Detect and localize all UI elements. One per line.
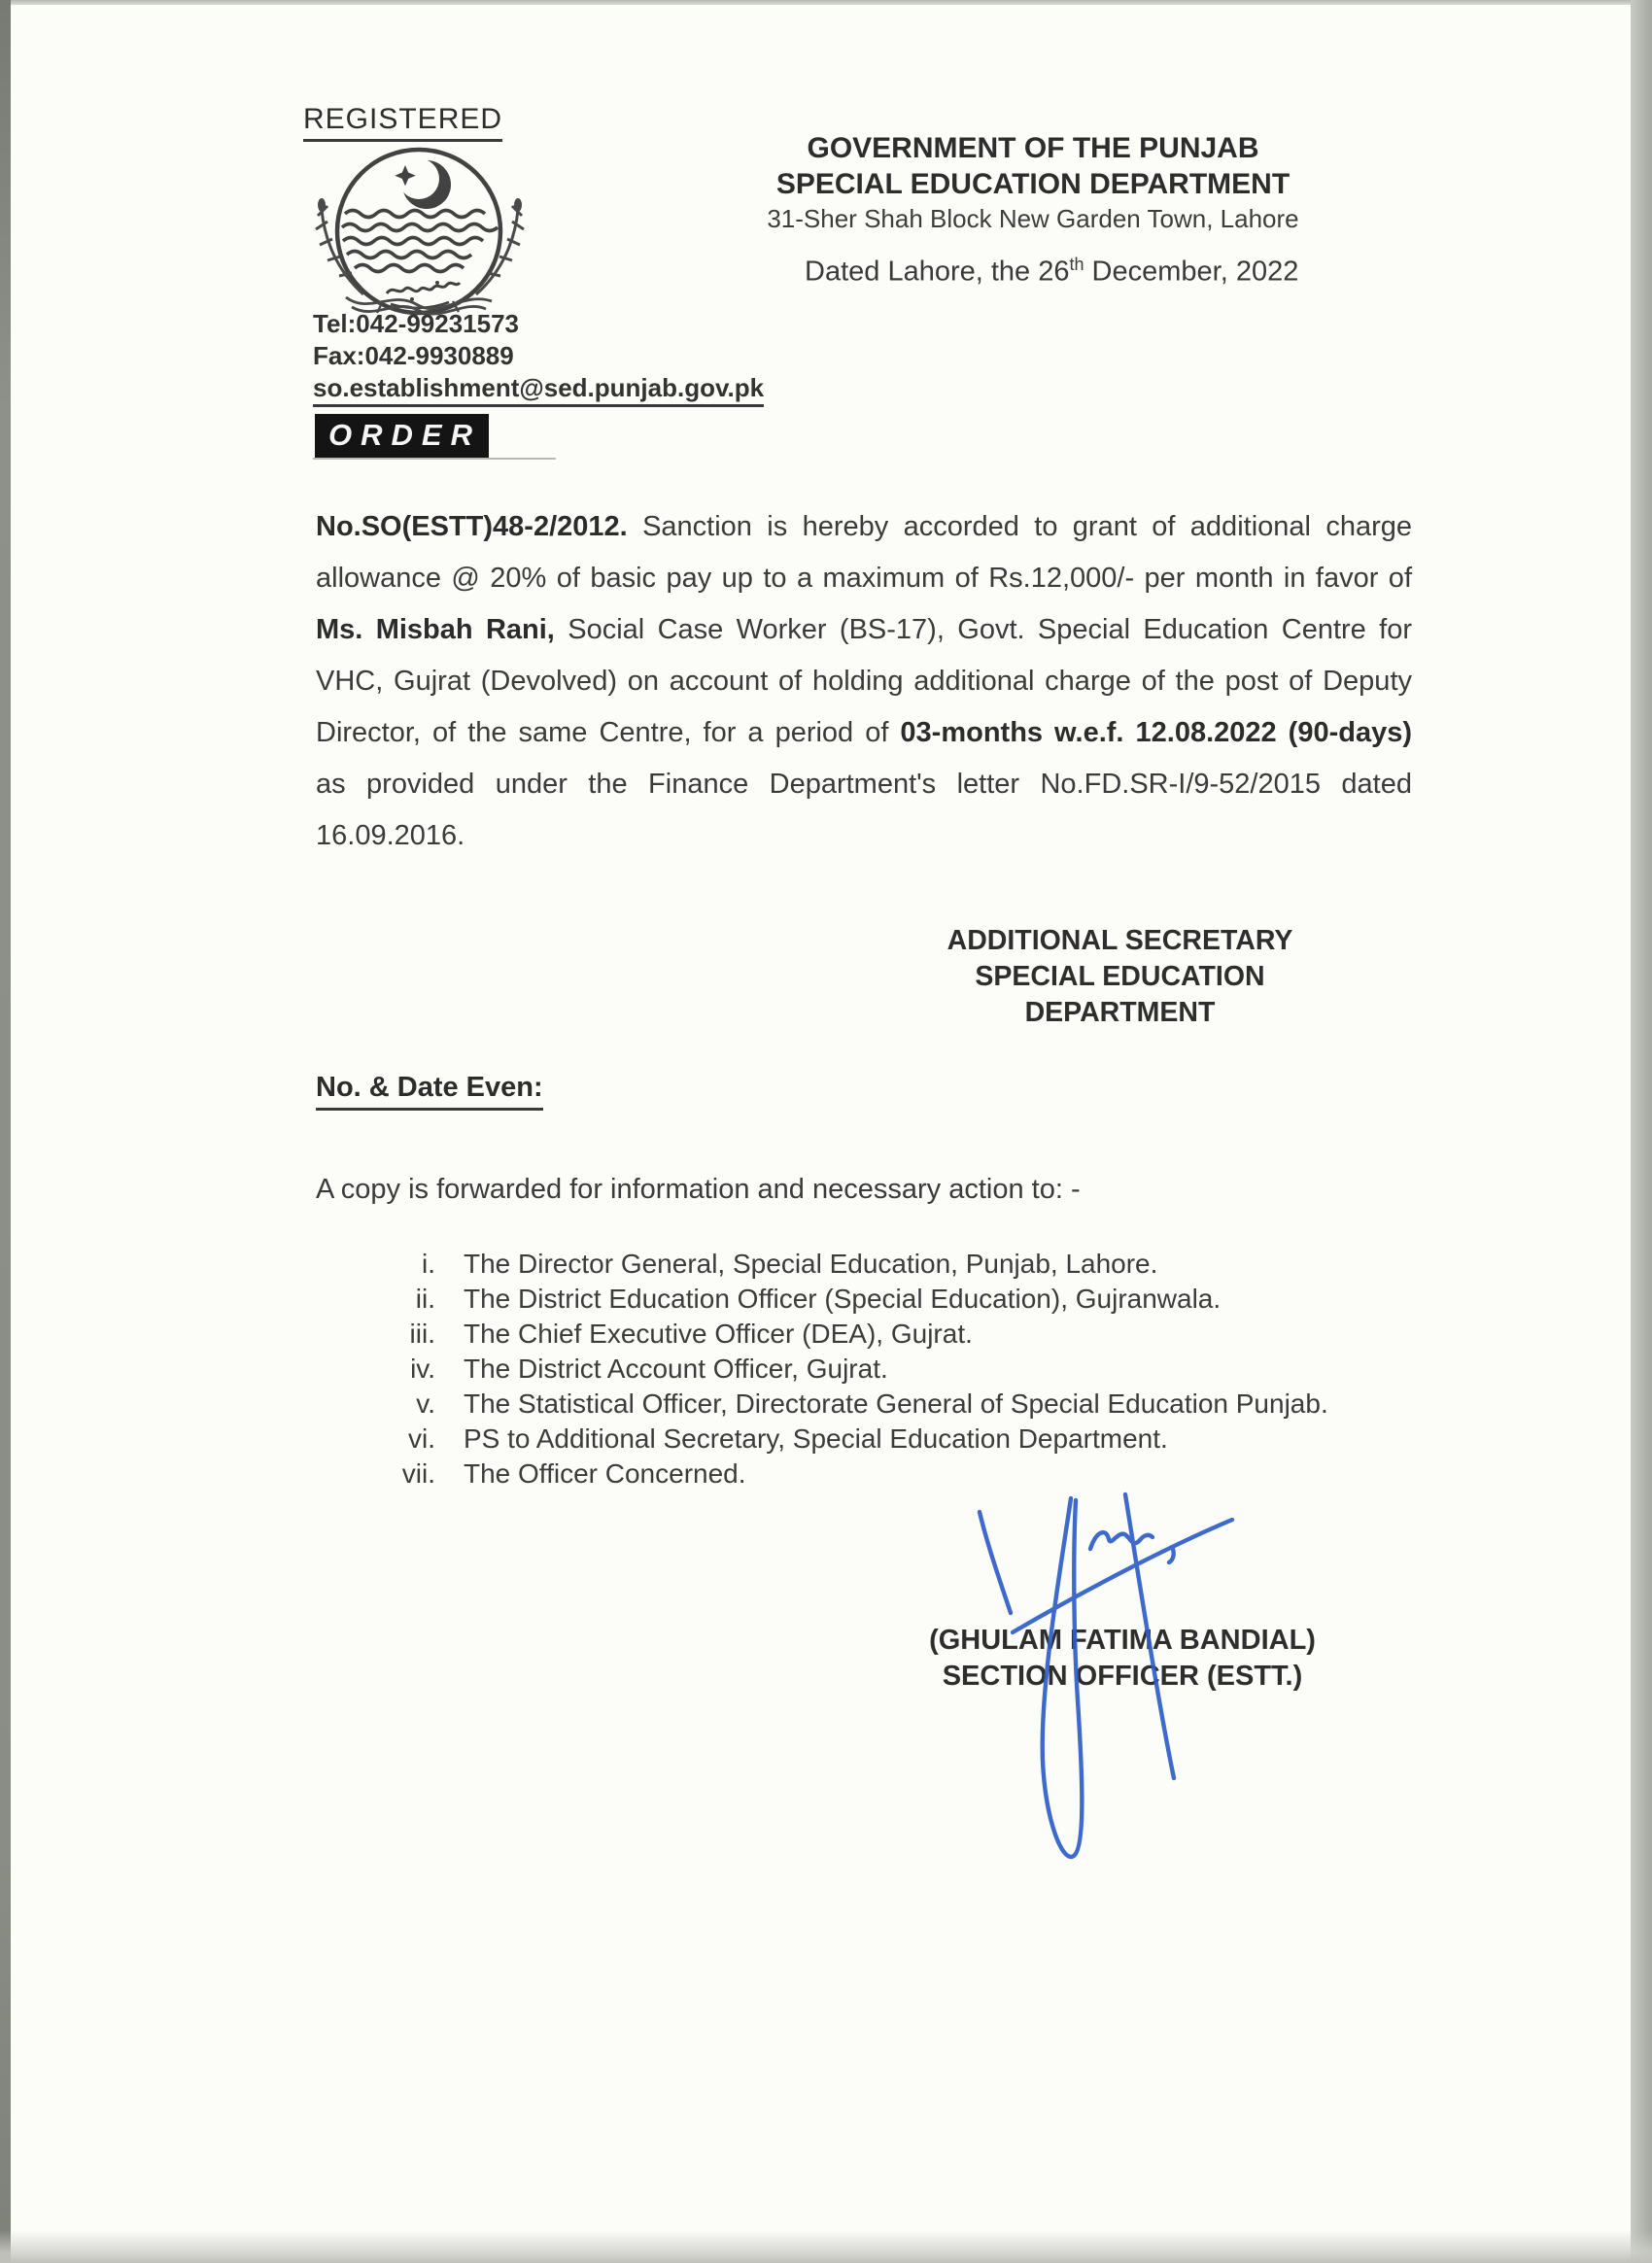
scan-edge-left <box>0 0 11 2263</box>
date-suffix: December, 2022 <box>1084 256 1299 288</box>
tel-label: Tel:042-99231573 <box>313 309 520 338</box>
list-item <box>369 1247 1417 1282</box>
order-ref-number: No.SO(ESTT)48-2/2012. <box>316 511 628 542</box>
paragraph-segment: as provided under the Finance Department's letter No.FD.SR-I/9-52/2015 dated 16.09.2016. <box>316 769 1412 851</box>
list-item <box>369 1387 1417 1422</box>
list-item <box>369 1352 1417 1387</box>
punjab-crest-icon <box>290 146 550 323</box>
item-text: The Chief Executive Officer (DEA), Gujrat. <box>464 1319 973 1349</box>
date-ordinal: th <box>1069 255 1084 274</box>
item-text: The District Education Officer (Special Education), Gujranwala. <box>464 1284 1222 1314</box>
government-title-line2: SPECIAL EDUCATION DEPARTMENT <box>775 168 1291 200</box>
scan-edge-bottom <box>0 2230 1652 2263</box>
registered-label: REGISTERED <box>303 103 502 142</box>
signoff-line: ADDITIONAL SECRETARY <box>946 925 1293 956</box>
distribution-intro: A copy is forwarded for information and necessary action to: - <box>316 1174 1081 1205</box>
paragraph-segment: Sanction is hereby accorded to grant of additional charge allowance @ 20% of basic pay up to a maximum of Rs.12,000/- per month in favor of <box>316 511 1412 594</box>
order-heading: ORDER <box>315 414 489 460</box>
item-numeral: iii. <box>409 1319 435 1349</box>
government-title-line1: GOVERNMENT OF THE PUNJAB <box>807 132 1259 164</box>
item-text: The District Account Officer, Gujrat. <box>464 1354 888 1384</box>
item-numeral: ii. <box>415 1284 435 1314</box>
list-item <box>369 1282 1417 1317</box>
signoff-line: SPECIAL EDUCATION <box>975 961 1265 992</box>
distribution-list <box>369 1247 1417 1492</box>
item-numeral: iv. <box>410 1354 435 1384</box>
item-numeral: vii. <box>401 1458 435 1489</box>
email-label: so.establishment@sed.punjab.gov.pk <box>313 373 764 407</box>
order-heading-underline <box>313 458 556 460</box>
signoff-line: DEPARTMENT <box>1024 997 1216 1028</box>
list-item <box>369 1422 1417 1457</box>
item-numeral: v. <box>416 1389 435 1419</box>
date-text: Dated Lahore, the 26 <box>805 256 1070 288</box>
order-paragraph <box>316 501 1412 862</box>
signing-authority-block <box>918 923 1322 1031</box>
item-numeral: i. <box>422 1249 435 1279</box>
item-text: The Director General, Special Education, Punjab, Lahore. <box>464 1249 1158 1279</box>
item-numeral: vi. <box>408 1423 435 1454</box>
address-line: 31-Sher Shah Block New Garden Town, Lahore <box>767 204 1299 233</box>
scan-edge-right <box>1631 0 1652 2263</box>
scan-edge-top <box>11 0 1631 5</box>
item-text: The Statistical Officer, Directorate General of Special Education Punjab. <box>464 1389 1328 1419</box>
signatory-title: SECTION OFFICER (ESTT.) <box>942 1661 1303 1692</box>
list-item <box>369 1317 1417 1352</box>
paragraph-segment: Social Case Worker (BS-17), Govt. Special Education Centre for VHC, Gujrat (Devolved) on account of holding additional charge of the post of Deputy Director, of the same Centre, for a period of <box>316 614 1412 748</box>
distribution-heading: No. & Date Even: <box>316 1072 543 1111</box>
signatory-name: (GHULAM FATIMA BANDIAL) <box>929 1625 1316 1656</box>
signature-ink-icon <box>952 1485 1283 1893</box>
charge-period: 03-months w.e.f. 12.08.2022 (90-days) <box>900 717 1412 748</box>
item-text: The Officer Concerned. <box>464 1458 746 1489</box>
item-text: PS to Additional Secretary, Special Education Department. <box>464 1423 1168 1454</box>
date-line <box>805 255 1298 289</box>
department-header <box>737 130 1329 234</box>
officer-name: Ms. Misbah Rani, <box>316 614 555 645</box>
fax-label: Fax:042-9930889 <box>313 341 514 370</box>
